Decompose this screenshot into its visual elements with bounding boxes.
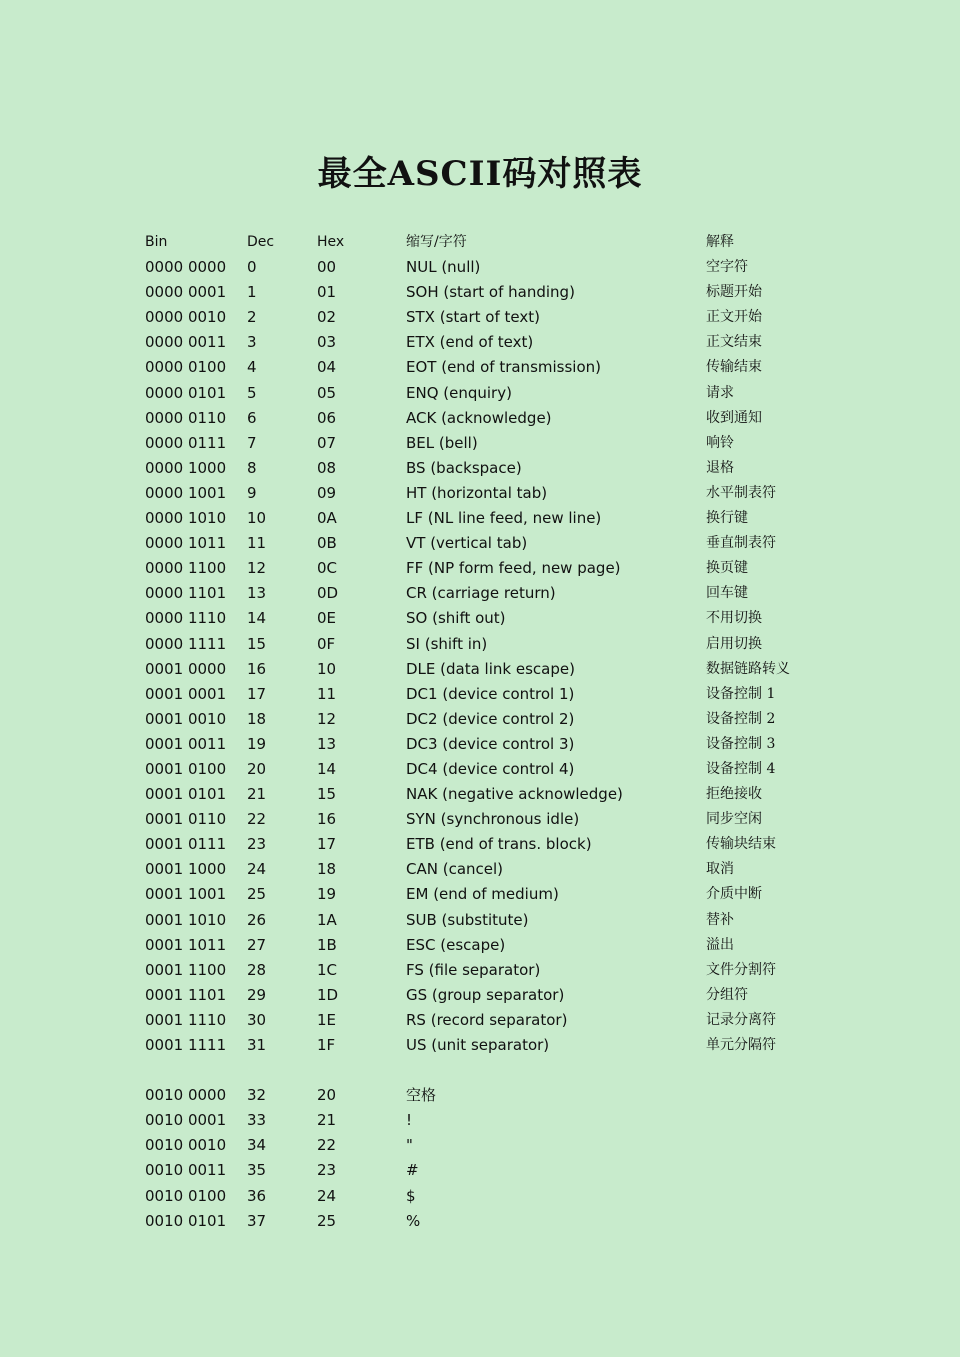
cell-desc: 文件分割符 [706,961,776,978]
cell-hex: 00 [317,258,337,277]
cell-abbr: ACK (acknowledge) [406,408,552,427]
cell-dec: 20 [247,759,267,778]
header-hex: Hex [317,234,345,250]
cell-desc: 记录分离符 [706,1011,776,1028]
table-row [145,983,845,1008]
table-row [145,406,845,431]
cell-bin: 0000 1010 [145,509,227,528]
cell-hex: 16 [317,810,337,829]
cell-dec: 2 [247,308,257,327]
cell-abbr: ETX (end of text) [406,333,534,352]
cell-desc: 退格 [706,459,734,476]
cell-desc: 启用切换 [706,635,762,652]
cell-bin: 0001 1000 [145,860,227,879]
spacer-cell [145,1058,845,1083]
cell-dec: 36 [247,1186,267,1205]
cell-abbr: CR (carriage return) [406,584,556,603]
cell-bin: 0000 1110 [145,609,227,628]
cell-abbr: DLE (data link escape) [406,659,575,678]
cell-bin: 0010 0101 [145,1211,227,1230]
cell-dec: 31 [247,1036,267,1054]
cell-bin: 0001 1111 [145,1036,227,1054]
cell-bin: 0001 1011 [145,935,227,954]
table-row [145,1008,845,1033]
cell-desc [706,1133,845,1158]
cell-dec: 35 [247,1161,267,1180]
cell-hex: 05 [317,383,337,402]
table-row [145,707,845,732]
cell-desc: 溢出 [706,936,734,953]
cell-abbr: SUB (substitute) [406,910,529,929]
table-row [145,381,845,406]
cell-desc: 传输结束 [706,359,762,376]
cell-hex: 0A [317,509,337,528]
table-row [145,732,845,757]
header-abbr: 缩写/字符 [406,234,467,250]
cell-bin: 0001 1110 [145,1010,227,1029]
cell-dec: 37 [247,1211,267,1230]
cell-abbr: DC1 (device control 1) [406,684,575,703]
cell-dec: 22 [247,810,267,829]
cell-hex: 0D [317,584,339,603]
table-row [145,682,845,707]
cell-dec: 24 [247,860,267,879]
cell-dec: 25 [247,885,267,904]
cell-dec: 21 [247,785,267,804]
cell-dec: 16 [247,659,267,678]
cell-bin: 0001 1010 [145,910,227,929]
cell-hex: 21 [317,1111,337,1130]
table-row [145,958,845,983]
cell-hex: 12 [317,709,337,728]
header-dec: Dec [247,234,275,250]
cell-bin: 0001 0111 [145,835,227,854]
cell-dec: 28 [247,960,267,979]
cell-abbr: # [406,1161,419,1180]
cell-desc: 设备控制 1 [706,685,776,702]
cell-abbr: SO (shift out) [406,609,506,628]
cell-hex: 09 [317,483,337,502]
table-row [145,1108,845,1133]
cell-hex: 08 [317,458,337,477]
cell-bin: 0001 0101 [145,785,227,804]
table-row [145,355,845,380]
cell-desc [706,1209,845,1234]
cell-hex: 1B [317,935,337,954]
cell-dec: 13 [247,584,267,603]
table-row [145,1209,845,1234]
cell-desc: 单元分隔符 [706,1037,776,1053]
cell-dec: 9 [247,483,257,502]
cell-abbr: $ [406,1186,416,1205]
cell-abbr: SYN (synchronous idle) [406,810,580,829]
cell-bin: 0000 0001 [145,283,227,302]
cell-dec: 8 [247,458,257,477]
cell-abbr: % [406,1211,421,1230]
table-row [145,1158,845,1183]
cell-hex: 1E [317,1010,337,1029]
cell-abbr: US (unit separator) [406,1036,550,1054]
cell-bin: 0010 0001 [145,1111,227,1130]
cell-bin: 0000 0111 [145,433,227,452]
cell-hex: 1A [317,910,337,929]
cell-abbr: BEL (bell) [406,433,478,452]
table-row [145,807,845,832]
header-bin: Bin [145,234,168,250]
table-row [145,908,845,933]
table-row [145,280,845,305]
cell-bin: 0000 1001 [145,483,227,502]
table-row [145,456,845,481]
cell-abbr: RS (record separator) [406,1010,568,1029]
cell-desc: 分组符 [706,986,748,1003]
cell-abbr: DC3 (device control 3) [406,734,575,753]
cell-abbr: EOT (end of transmission) [406,358,601,377]
cell-bin: 0000 1101 [145,584,227,603]
cell-desc: 不用切换 [706,610,762,627]
cell-bin: 0001 0100 [145,759,227,778]
cell-hex: 1D [317,985,339,1004]
cell-abbr: BS (backspace) [406,458,522,477]
cell-desc: 收到通知 [706,409,762,426]
cell-hex: 0C [317,559,338,578]
table-row [145,657,845,682]
cell-bin: 0001 0110 [145,810,227,829]
page-title: 最全ASCII码对照表 [317,154,643,194]
cell-hex: 25 [317,1211,337,1230]
cell-abbr: FF (NP form feed, new page) [406,559,621,578]
cell-desc: 回车键 [706,585,748,602]
cell-dec: 18 [247,709,267,728]
cell-dec: 29 [247,985,267,1004]
cell-hex: 17 [317,835,337,854]
cell-hex: 19 [317,885,337,904]
cell-dec: 26 [247,910,267,929]
cell-desc [706,1158,845,1183]
cell-abbr: DC4 (device control 4) [406,759,575,778]
cell-abbr: HT (horizontal tab) [406,483,548,502]
cell-desc: 取消 [706,861,734,878]
cell-abbr: " [406,1136,413,1155]
section-spacer [145,1058,845,1083]
cell-dec: 10 [247,509,267,528]
cell-abbr: VT (vertical tab) [406,534,528,553]
cell-desc: 正文结束 [706,334,762,351]
table-row [145,757,845,782]
table-row [145,782,845,807]
cell-dec: 14 [247,609,267,628]
cell-bin: 0010 0100 [145,1186,227,1205]
cell-desc: 水平制表符 [706,484,776,501]
cell-dec: 0 [247,258,257,277]
cell-hex: 10 [317,659,337,678]
cell-hex: 0B [317,534,337,553]
cell-hex: 02 [317,308,337,327]
cell-desc: 换行键 [706,510,748,527]
cell-abbr: ENQ (enquiry) [406,383,512,402]
table-row [145,506,845,531]
cell-abbr: GS (group separator) [406,985,565,1004]
cell-dec: 11 [247,534,267,553]
cell-bin: 0001 1100 [145,960,227,979]
cell-abbr: SOH (start of handing) [406,283,575,302]
cell-hex: 0E [317,609,337,628]
cell-bin: 0001 0011 [145,734,227,753]
table-row [145,832,845,857]
cell-bin: 0010 0011 [145,1161,227,1180]
cell-desc: 请求 [706,384,734,401]
header-desc: 解释 [706,234,734,250]
cell-bin: 0010 0000 [145,1086,227,1105]
cell-bin: 0000 0100 [145,358,227,377]
cell-dec: 33 [247,1111,267,1130]
cell-bin: 0001 0001 [145,684,227,703]
table-row [145,255,845,280]
cell-dec: 32 [247,1086,267,1105]
header-row [145,230,845,255]
cell-hex: 14 [317,759,337,778]
table-row [145,556,845,581]
cell-dec: 34 [247,1136,267,1155]
cell-desc: 设备控制 3 [706,735,776,752]
cell-desc: 数据链路转义 [706,660,790,677]
cell-hex: 0F [317,634,336,653]
cell-desc: 替补 [706,911,734,928]
cell-hex: 15 [317,785,337,804]
table-row [145,933,845,958]
cell-hex: 04 [317,358,337,377]
cell-desc [706,1184,845,1209]
cell-abbr: LF (NL line feed, new line) [406,509,602,528]
cell-hex: 13 [317,734,337,753]
table-row [145,1083,845,1108]
cell-desc: 换页键 [706,560,748,577]
cell-bin: 0001 1101 [145,985,227,1004]
table-row [145,330,845,355]
cell-bin: 0000 1000 [145,458,227,477]
table-row [145,857,845,882]
table-row [145,1033,845,1058]
cell-hex: 24 [317,1186,337,1205]
cell-bin: 0001 0010 [145,709,227,728]
cell-desc: 空字符 [706,259,748,276]
cell-hex: 11 [317,684,337,703]
cell-abbr: FS (file separator) [406,960,541,979]
cell-hex: 20 [317,1086,337,1105]
table-row [145,481,845,506]
cell-desc: 垂直制表符 [706,535,776,552]
cell-bin: 0000 1111 [145,634,227,653]
cell-desc: 标题开始 [706,284,762,301]
cell-abbr: SI (shift in) [406,634,488,653]
table-row [145,531,845,556]
cell-desc: 设备控制 2 [706,710,776,727]
cell-dec: 19 [247,734,267,753]
cell-dec: 27 [247,935,267,954]
cell-bin: 0000 1011 [145,534,227,553]
cell-desc: 响铃 [706,434,734,451]
cell-hex: 23 [317,1161,337,1180]
cell-abbr: DC2 (device control 2) [406,709,575,728]
table-row [145,1133,845,1158]
cell-dec: 12 [247,559,267,578]
table-row [145,606,845,631]
table-row [145,632,845,657]
cell-bin: 0000 0010 [145,308,227,327]
table-row [145,581,845,606]
cell-dec: 5 [247,383,257,402]
cell-desc: 设备控制 4 [706,760,776,777]
cell-dec: 30 [247,1010,267,1029]
cell-hex: 03 [317,333,337,352]
cell-hex: 18 [317,860,337,879]
cell-dec: 7 [247,433,257,452]
cell-bin: 0000 0000 [145,258,227,277]
cell-hex: 06 [317,408,337,427]
cell-desc: 介质中断 [706,886,762,903]
cell-dec: 17 [247,684,267,703]
table-row [145,431,845,456]
cell-desc: 同步空闲 [706,811,762,828]
cell-abbr: ESC (escape) [406,935,506,954]
cell-dec: 6 [247,408,257,427]
cell-hex: 1F [317,1036,336,1054]
cell-abbr: CAN (cancel) [406,860,504,879]
cell-bin: 0000 1100 [145,559,227,578]
table-row [145,305,845,330]
cell-hex: 01 [317,283,337,302]
cell-bin: 0010 0010 [145,1136,227,1155]
cell-abbr: ETB (end of trans. block) [406,835,592,854]
table-body [145,255,845,1234]
cell-dec: 4 [247,358,257,377]
cell-bin: 0000 0101 [145,383,227,402]
cell-bin: 0001 1001 [145,885,227,904]
cell-hex: 1C [317,960,338,979]
cell-desc: 传输块结束 [706,836,776,853]
cell-bin: 0000 0110 [145,408,227,427]
cell-desc [706,1083,845,1108]
cell-desc: 正文开始 [706,309,762,326]
cell-abbr: NAK (negative acknowledge) [406,785,623,804]
cell-abbr: 空格 [406,1086,437,1105]
cell-bin: 0000 0011 [145,333,227,352]
cell-abbr: ! [406,1111,413,1130]
cell-desc: 拒绝接收 [706,786,762,803]
table-row [145,882,845,907]
cell-desc [706,1108,845,1133]
cell-dec: 1 [247,283,257,302]
cell-dec: 23 [247,835,267,854]
cell-abbr: NUL (null) [406,258,481,277]
cell-abbr: EM (end of medium) [406,885,559,904]
ascii-table [145,230,845,1234]
cell-dec: 15 [247,634,267,653]
cell-hex: 07 [317,433,337,452]
cell-bin: 0001 0000 [145,659,227,678]
cell-hex: 22 [317,1136,337,1155]
table-header [145,230,845,255]
cell-abbr: STX (start of text) [406,308,540,327]
table-row [145,1184,845,1209]
cell-dec: 3 [247,333,257,352]
